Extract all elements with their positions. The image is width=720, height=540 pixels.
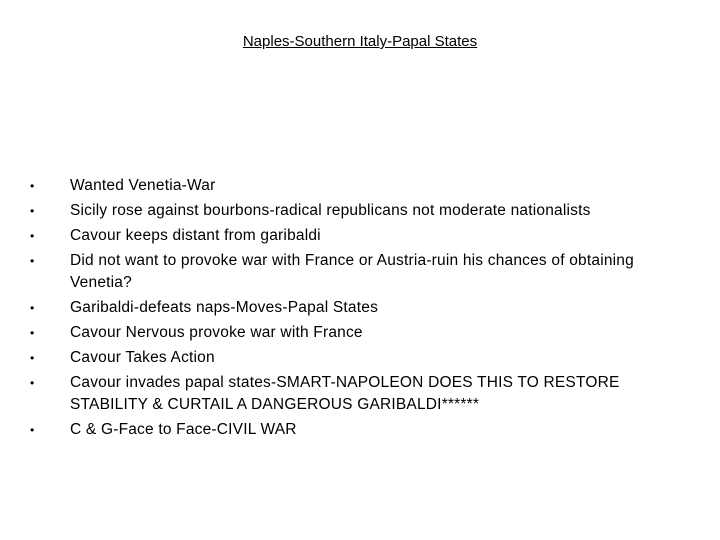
bullet-icon: • (30, 204, 35, 218)
bullet-text: Cavour Takes Action (70, 349, 215, 366)
bullet-item (30, 174, 690, 197)
bullet-item (30, 296, 690, 319)
bullet-item (30, 224, 690, 247)
bullet-item (30, 371, 690, 416)
bullet-text: Sicily rose against bourbons-radical republicans not moderate nationalists (70, 202, 591, 219)
bullet-item (30, 346, 690, 369)
bullet-item (30, 199, 690, 222)
bullet-icon: • (30, 179, 35, 193)
bullet-icon: • (30, 423, 35, 437)
bullet-text: Did not want to provoke war with France or Austria-ruin his chances of obtaining Venetia? (70, 252, 634, 291)
bullet-item (30, 249, 690, 294)
bullet-icon: • (30, 351, 35, 365)
bullet-list (30, 174, 690, 443)
bullet-icon: • (30, 229, 35, 243)
bullet-icon: • (30, 326, 35, 340)
bullet-text: Garibaldi-defeats naps-Moves-Papal States (70, 299, 379, 316)
bullet-icon: • (30, 376, 35, 390)
bullet-item (30, 321, 690, 344)
bullet-text: Cavour keeps distant from garibaldi (70, 227, 321, 244)
bullet-icon: • (30, 254, 35, 268)
slide-title: Naples-Southern Italy-Papal States (242, 33, 478, 50)
bullet-text: C & G-Face to Face-CIVIL WAR (70, 421, 297, 438)
bullet-text: Cavour invades papal states-SMART-NAPOLEON DOES THIS TO RESTORE STABILITY & CURTAIL A DANGEROUS GARIBALDI****** (70, 374, 620, 413)
bullet-text: Wanted Venetia-War (70, 177, 216, 194)
bullet-item (30, 418, 690, 441)
bullet-icon: • (30, 301, 35, 315)
bullet-text: Cavour Nervous provoke war with France (70, 324, 363, 341)
